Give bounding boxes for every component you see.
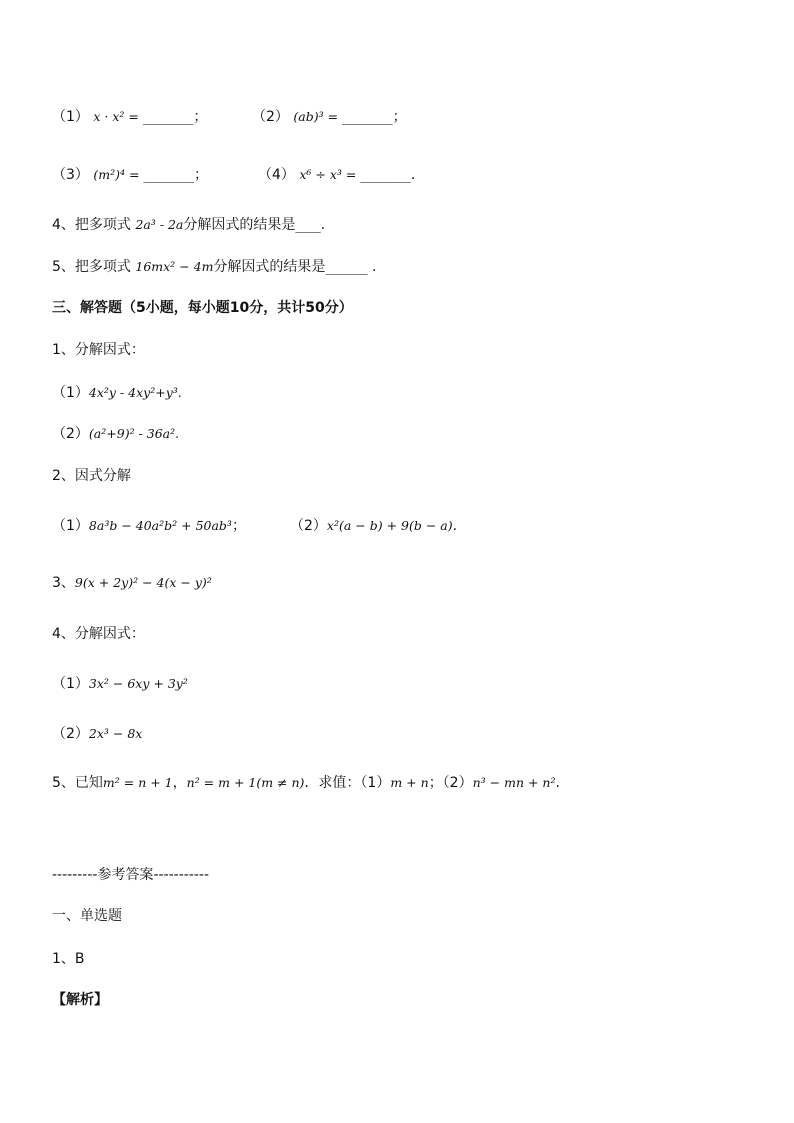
fill-blank-item-1 xyxy=(52,107,207,127)
question-5 xyxy=(52,257,376,277)
item-label: （1） xyxy=(52,109,89,125)
punctuation: ； xyxy=(193,109,208,125)
math-expression: 8a³b − 40a²b² + 50ab³ xyxy=(88,518,232,533)
math-expression: (m²)⁴ = xyxy=(93,167,144,182)
math-expression: n² = m + 1(m ≠ n) xyxy=(186,775,305,790)
item-label: （1） xyxy=(52,676,89,692)
analysis-label: 【解析】 xyxy=(52,992,108,1008)
problem-2-title: 2、因式分解 xyxy=(52,468,131,484)
question-text: 把多项式 xyxy=(74,259,136,275)
math-expression: 2a³ - 2a xyxy=(135,217,184,232)
math-expression: 9(x + 2y)² − 4(x − y)² xyxy=(74,575,212,590)
punctuation: ； xyxy=(231,518,246,534)
problem-3 xyxy=(52,573,212,593)
question-text: 已知 xyxy=(74,775,103,791)
answer-section-heading: 一、单选题 xyxy=(52,908,122,924)
answer-blank: ______ xyxy=(342,109,393,125)
question-text: ．求值：（1） xyxy=(304,775,391,791)
problem-1-title: 1、分解因式： xyxy=(52,342,145,358)
answer-blank: ___ xyxy=(295,217,321,233)
question-text: 分解因式的结果是 xyxy=(213,259,326,275)
question-4 xyxy=(52,215,325,235)
punctuation: . xyxy=(452,518,458,534)
item-label: （1） xyxy=(52,518,89,534)
math-expression: x · x² = xyxy=(93,109,143,124)
math-expression: m² = n + 1 xyxy=(102,775,173,790)
math-expression: m + n xyxy=(390,775,429,790)
punctuation: ； xyxy=(392,109,407,125)
item-label: （2） xyxy=(52,426,89,442)
problem-4-title: 4、分解因式： xyxy=(52,626,145,642)
item-label: （2） xyxy=(52,726,89,742)
math-expression: 2x³ − 8x xyxy=(88,726,143,741)
problem-5 xyxy=(52,773,560,793)
math-expression: 3x² − 6xy + 3y² xyxy=(88,676,188,691)
item-label: （4） xyxy=(258,167,295,183)
answer-divider: ---------参考答案----------- xyxy=(52,867,210,883)
math-expression: (ab)³ = xyxy=(293,109,343,124)
fill-blank-item-3 xyxy=(52,165,208,185)
math-expression: 4x²y - 4xy²+y³. xyxy=(88,385,182,400)
math-expression: (a²+9)² - 36a². xyxy=(88,426,180,441)
punctuation: . xyxy=(410,167,416,183)
section-heading: 三、解答题（5小题，每小题10分，共计50分） xyxy=(52,300,353,316)
problem-2-item-2 xyxy=(290,516,457,536)
answer-blank: ______ xyxy=(142,109,194,125)
answer-item: 1、B xyxy=(52,951,85,967)
item-label: （3） xyxy=(52,167,89,183)
question-number: 4、 xyxy=(52,217,75,233)
problem-4-item-1 xyxy=(52,674,188,694)
problem-4-item-2 xyxy=(52,724,142,744)
question-text: 分解因式的结果是 xyxy=(183,217,296,233)
math-expression: n³ − mn + n² xyxy=(472,775,556,790)
math-expression: x²(a − b) + 9(b − a) xyxy=(326,518,453,533)
item-label: （1） xyxy=(52,385,89,401)
punctuation: . xyxy=(555,775,560,791)
question-number: 3、 xyxy=(52,575,75,591)
question-text: ；（2） xyxy=(428,775,473,791)
punctuation: ， xyxy=(172,775,187,791)
question-number: 5、 xyxy=(52,259,75,275)
punctuation: . xyxy=(320,217,326,233)
fill-blank-item-4 xyxy=(258,165,415,185)
item-label: （2） xyxy=(252,109,289,125)
problem-2-item-1 xyxy=(52,516,246,536)
item-label: （2） xyxy=(290,518,327,534)
problem-1-item-2 xyxy=(52,424,179,444)
question-text: 把多项式 xyxy=(74,217,136,233)
answer-blank: _____ xyxy=(325,259,368,275)
math-expression: 16mx² − 4m xyxy=(135,259,214,274)
punctuation: ； xyxy=(194,167,209,183)
math-expression: x⁶ ÷ x³ = xyxy=(299,167,361,182)
fill-blank-item-2 xyxy=(252,107,407,127)
answer-blank: ______ xyxy=(360,167,411,183)
answer-blank: ______ xyxy=(143,167,195,183)
problem-1-item-1 xyxy=(52,383,182,403)
question-number: 5、 xyxy=(52,775,75,791)
punctuation: . xyxy=(367,259,377,275)
